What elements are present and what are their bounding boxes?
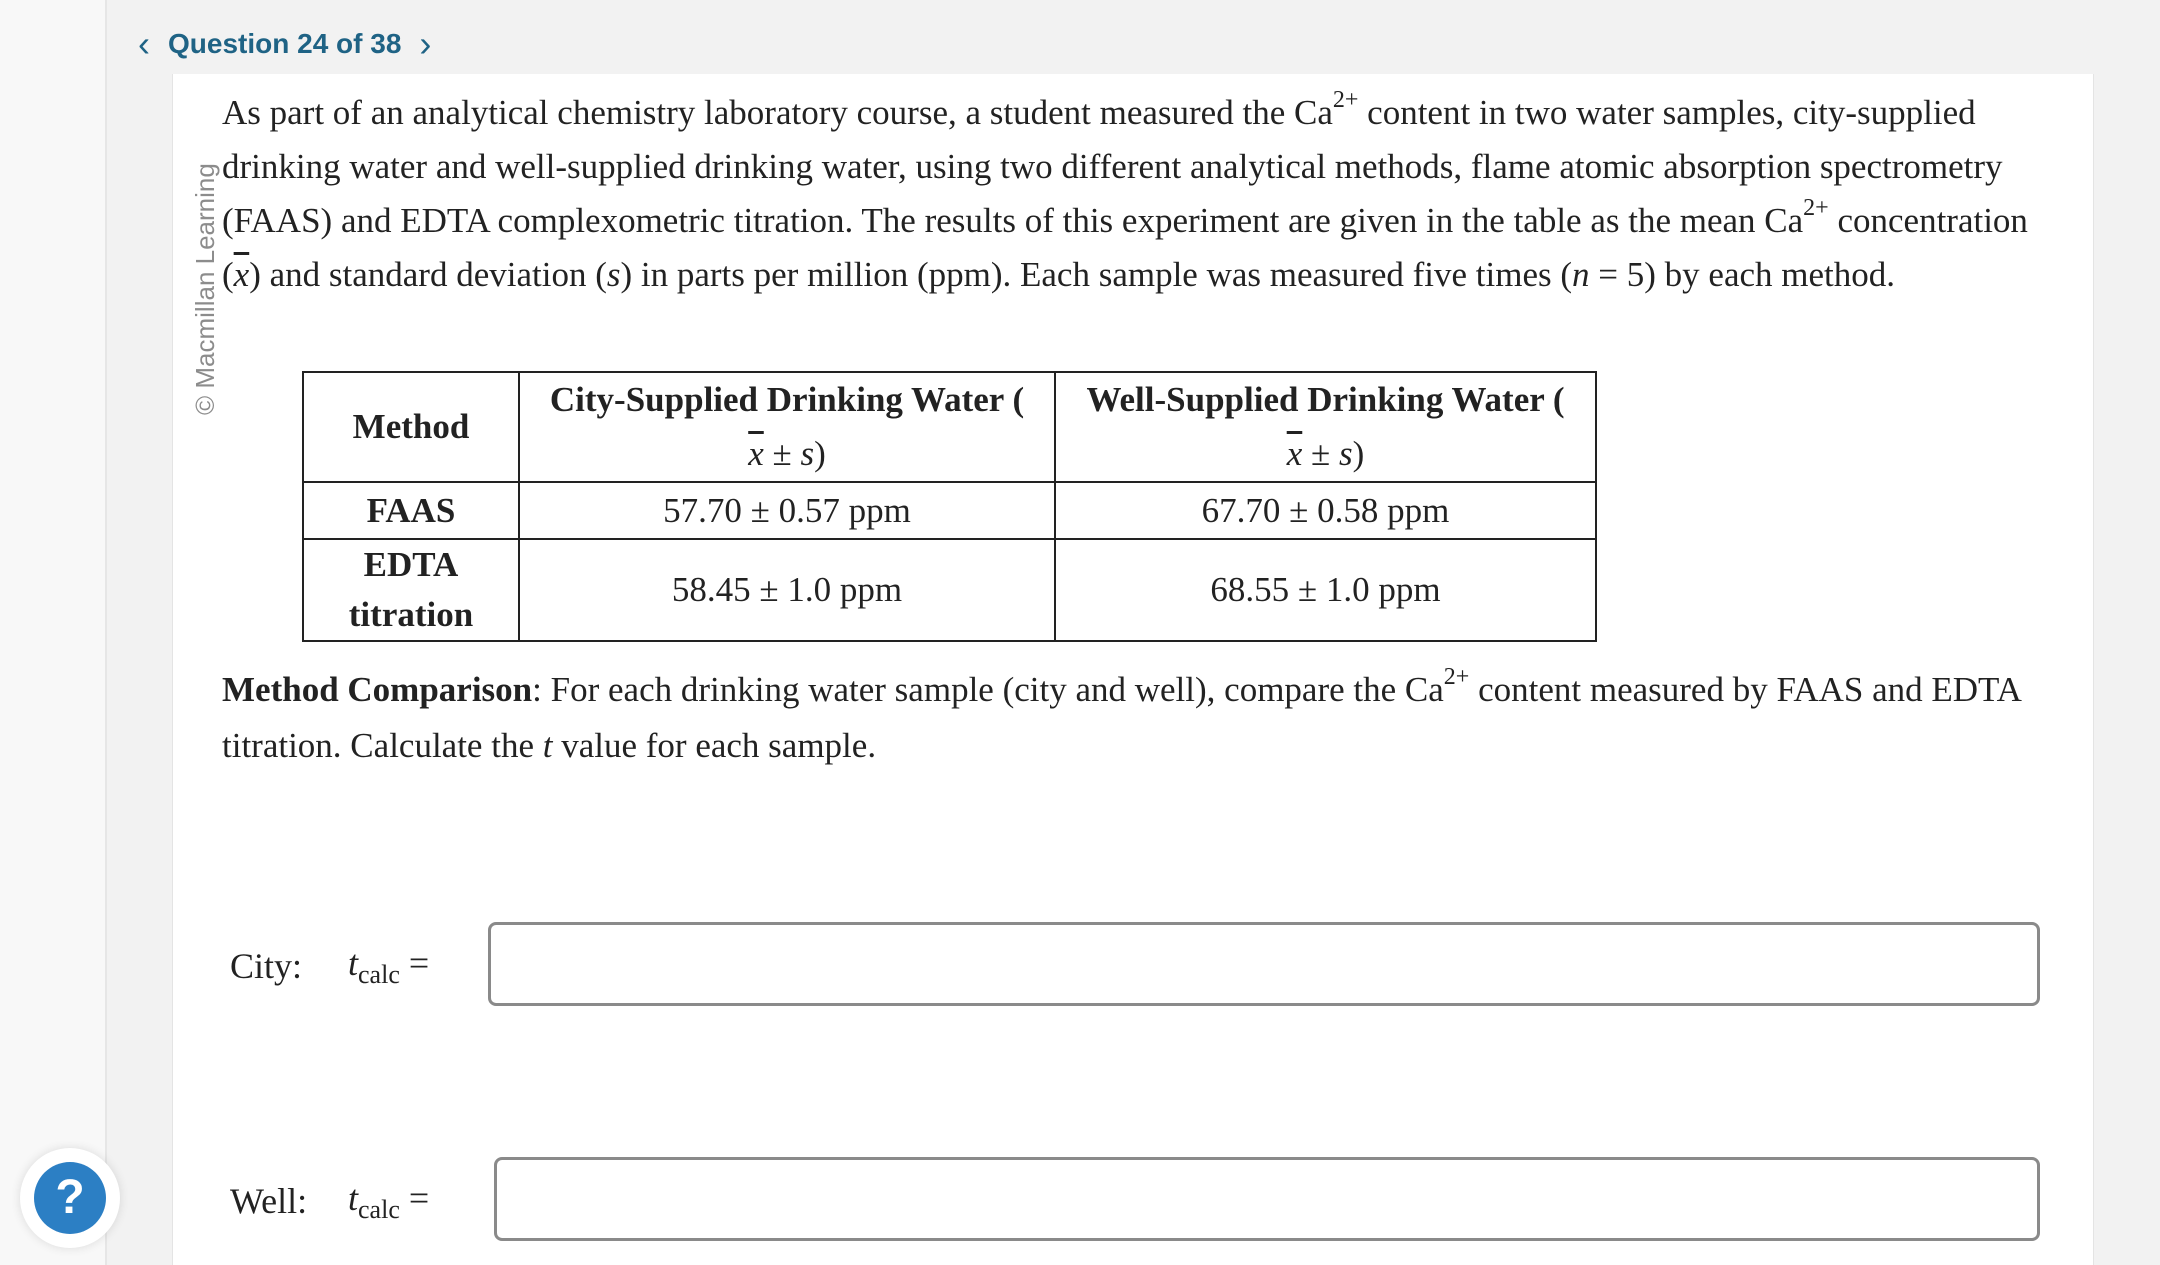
table-row (303, 539, 1596, 641)
plus-minus: ± (763, 434, 801, 473)
row-method-line2: titration (348, 595, 474, 634)
question-counter: Question 24 of 38 (168, 28, 402, 59)
close-paren: ) (814, 434, 826, 473)
superscript: 2+ (1332, 87, 1359, 114)
row-city-value: 58.45 ± 1.0 ppm (519, 539, 1055, 641)
results-table (302, 371, 1597, 642)
city-label: City: (230, 946, 303, 987)
comparison-text: value for each sample. (552, 726, 877, 765)
help-button-container (20, 1148, 120, 1248)
city-answer-row (230, 942, 478, 990)
row-method (303, 539, 519, 641)
row-city-value: 57.70 ± 0.57 ppm (519, 482, 1055, 539)
sd-symbol: s (1338, 434, 1353, 473)
intro-text: ) and standard deviation ( (249, 255, 607, 294)
well-t-input[interactable] (494, 1157, 2040, 1241)
header-well-label: Well-Supplied Drinking Water ( (1086, 380, 1565, 419)
t-symbol: t (348, 943, 359, 983)
plus-minus: ± (1302, 434, 1339, 473)
row-well-value: 68.55 ± 1.0 ppm (1055, 539, 1596, 641)
intro-text: ) in parts per million (ppm). Each sample was measured five times ( (620, 255, 1573, 294)
intro-text: concentration ( (222, 201, 2028, 294)
intro-text: = 5) by each method. (1589, 255, 1895, 294)
header-city (519, 372, 1055, 482)
question-intro (222, 86, 2062, 302)
close-paren: ) (1352, 434, 1365, 473)
row-well-value: 67.70 ± 0.58 ppm (1055, 482, 1596, 539)
comparison-text: content measured by FAAS and EDTA titration. Calculate the (222, 670, 2020, 765)
help-icon[interactable]: ? (34, 1162, 106, 1234)
sd-symbol: s (800, 434, 815, 473)
well-answer-row (230, 1177, 478, 1225)
comparison-text: : For each drinking water sample (city and well), compare the Ca (532, 670, 1444, 709)
t-calc-label (348, 942, 478, 990)
equals-sign: = (399, 943, 430, 983)
table-header-row (303, 372, 1596, 482)
mean-symbol: $\overline{x}$ (748, 434, 764, 473)
n-symbol: n (1572, 255, 1590, 294)
mean-symbol: $\overline{x}$ (233, 255, 250, 294)
mean-symbol: $\overline{x}$ (1286, 434, 1303, 473)
subscript: calc (358, 1195, 400, 1225)
equals-sign: = (399, 1178, 430, 1218)
subscript: calc (358, 960, 400, 990)
copyright-notice: © Macmillan Learning (190, 163, 220, 415)
sd-symbol: s (606, 255, 621, 294)
city-t-input[interactable] (488, 922, 2040, 1006)
left-rail (0, 0, 107, 1265)
header-method: Method (303, 372, 519, 482)
header-well (1055, 372, 1596, 482)
intro-text: As part of an analytical chemistry laboratory course, a student measured the Ca (222, 93, 1333, 132)
chevron-right-icon[interactable]: › (419, 23, 432, 64)
question-navigation (138, 22, 431, 66)
superscript: 2+ (1443, 664, 1470, 691)
row-method-line1: EDTA (363, 545, 459, 584)
header-city-label: City-Supplied Drinking Water ( (549, 380, 1025, 419)
row-method: FAAS (303, 482, 519, 539)
comparison-heading: Method Comparison (222, 670, 533, 709)
table-row (303, 482, 1596, 539)
superscript: 2+ (1803, 195, 1829, 222)
well-label: Well: (230, 1181, 308, 1222)
t-symbol: t (348, 1178, 359, 1218)
chevron-left-icon[interactable]: ‹ (138, 23, 150, 64)
t-calc-label (348, 1177, 478, 1225)
intro-text: content in two water samples, city-supplied drinking water and well-supplied drinking water, using two different analytical methods, flame atomic absorption spectrometry (FAAS) and EDTA complexometric titration. The results of this experiment are given in the table as the mean Ca (222, 93, 2003, 240)
method-comparison-prompt (222, 662, 2062, 774)
t-symbol: t (542, 726, 553, 765)
